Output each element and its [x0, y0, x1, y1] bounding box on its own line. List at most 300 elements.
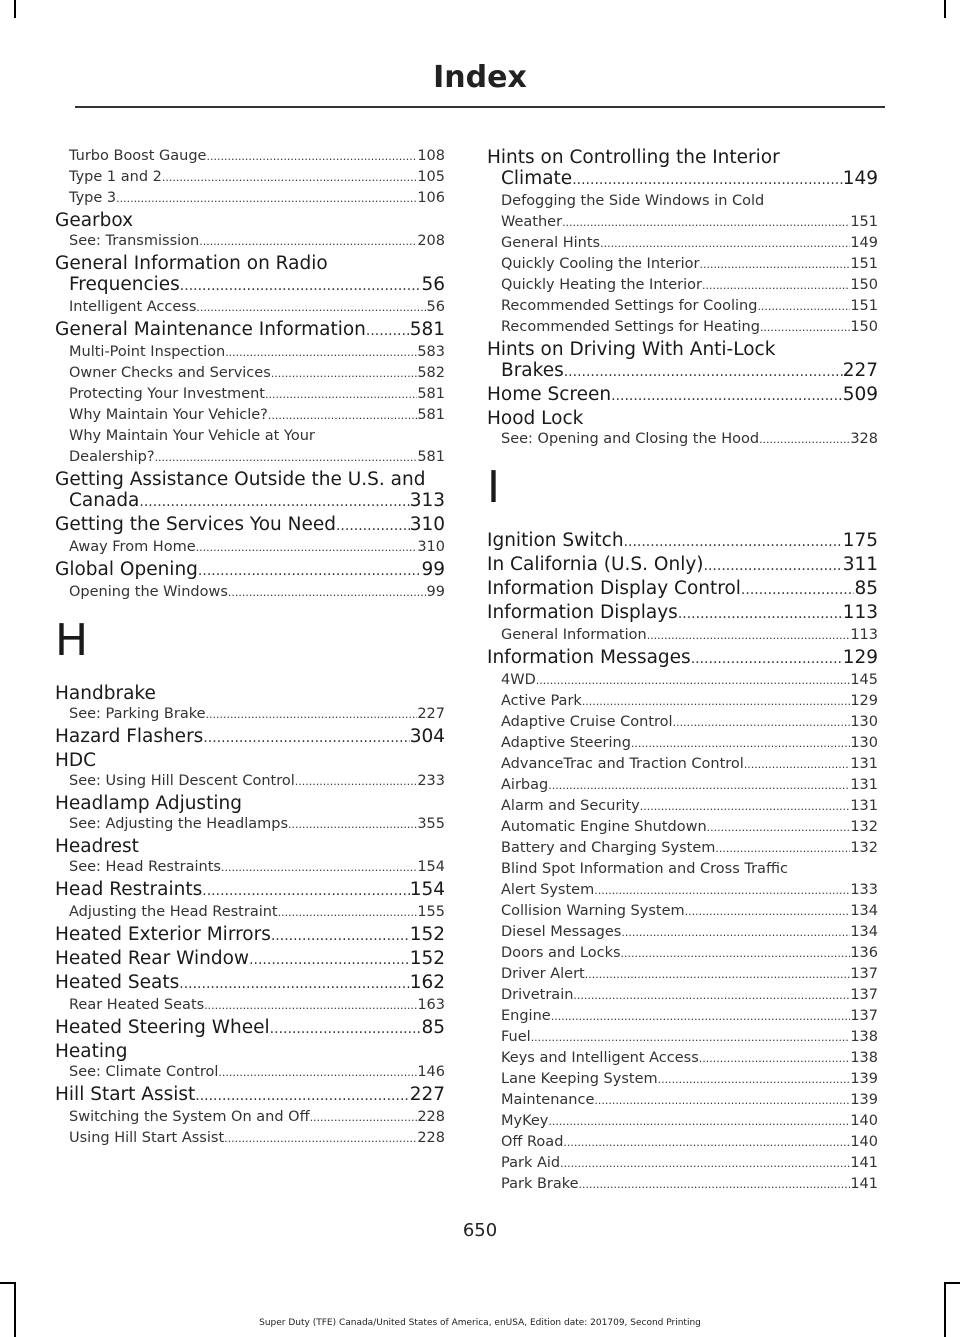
dot-leader	[218, 1062, 417, 1083]
entry-text: Engine	[501, 1008, 551, 1024]
dot-leader	[594, 1090, 850, 1111]
index-subentry[interactable]	[487, 796, 878, 817]
page-reference: 583	[417, 344, 445, 360]
entry-text: Ignition Switch	[487, 530, 624, 551]
crop-mark-top-left	[14, 0, 16, 18]
page-reference: 137	[850, 966, 878, 982]
entry-text: In California (U.S. Only)	[487, 554, 704, 575]
index-entry[interactable]	[55, 319, 445, 342]
page-reference: 152	[409, 924, 445, 945]
entry-text: Type 3	[69, 190, 117, 206]
index-subentry[interactable]	[55, 384, 445, 405]
index-subentry[interactable]	[487, 296, 878, 317]
dot-leader	[180, 276, 422, 297]
entry-text-continued: Weather	[501, 214, 563, 230]
page-reference: 581	[417, 407, 445, 423]
index-entry[interactable]	[487, 147, 878, 191]
crop-mark-bottom-left-h	[0, 1282, 16, 1284]
dot-leader	[196, 297, 426, 318]
entry-text: Battery and Charging System	[501, 840, 716, 856]
index-entry[interactable]	[487, 647, 878, 670]
page-reference: 328	[850, 431, 878, 447]
dot-leader	[139, 492, 409, 513]
index-section-letter: H	[55, 615, 89, 666]
page-reference: 56	[426, 299, 445, 315]
crop-mark-bottom-right-h	[944, 1282, 960, 1284]
index-entry[interactable]	[55, 683, 445, 704]
dot-leader	[288, 814, 417, 835]
dot-leader	[271, 926, 410, 947]
entry-text: Driver Alert	[501, 966, 585, 982]
entry-text: Hill Start Assist	[55, 1084, 196, 1105]
index-subentry[interactable]	[487, 943, 878, 964]
page-reference: 129	[850, 693, 878, 709]
entry-text: Information Displays	[487, 602, 678, 623]
index-subentry[interactable]	[487, 1132, 878, 1153]
entry-text: Keys and Intelligent Access	[501, 1050, 699, 1066]
page-reference: 131	[850, 777, 878, 793]
dot-leader	[162, 167, 417, 188]
index-subentry[interactable]	[55, 363, 445, 384]
entry-text: Type 1 and 2	[69, 169, 162, 185]
dot-leader	[699, 1048, 851, 1069]
page-reference: 151	[850, 298, 878, 314]
dot-leader	[202, 881, 409, 902]
page-reference: 131	[850, 756, 878, 772]
entry-text: Adaptive Steering	[501, 735, 631, 751]
index-entry[interactable]	[55, 210, 445, 231]
index-subentry[interactable]	[487, 1006, 878, 1027]
index-entry[interactable]	[55, 726, 445, 749]
index-entry[interactable]	[55, 836, 445, 857]
dot-leader	[600, 233, 850, 254]
dot-leader	[548, 775, 850, 796]
index-subentry[interactable]	[55, 771, 445, 792]
page-reference: 154	[417, 859, 445, 875]
index-entry[interactable]	[487, 530, 878, 553]
dot-leader	[594, 880, 850, 901]
footer-edition-info: Super Duty (TFE) Canada/United States of America, enUSA, Edition date: 201709, Second Printing	[259, 1318, 701, 1328]
index-subentry[interactable]	[487, 625, 878, 646]
entry-text: Headrest	[55, 836, 139, 857]
entry-text: Multi-Point Inspection	[69, 344, 226, 360]
dot-leader	[199, 231, 417, 252]
dot-leader	[704, 556, 843, 577]
dot-leader	[204, 995, 417, 1016]
dot-leader	[366, 321, 410, 342]
dot-leader	[702, 275, 850, 296]
page-reference: 130	[850, 735, 878, 751]
dot-leader	[624, 532, 843, 553]
entry-text: Maintenance	[501, 1092, 595, 1108]
entry-text: Recommended Settings for Cooling	[501, 298, 758, 314]
entry-text: Blind Spot Information and Cross Traffic	[501, 861, 788, 877]
dot-leader	[225, 342, 417, 363]
index-subentry[interactable]	[55, 857, 445, 878]
index-subentry[interactable]	[55, 814, 445, 835]
entry-text: Getting Assistance Outside the U.S. and	[55, 469, 426, 490]
dot-leader	[760, 317, 850, 338]
index-entry[interactable]	[55, 793, 445, 814]
crop-mark-bottom-right	[944, 1282, 946, 1337]
index-subentry[interactable]	[487, 901, 878, 922]
page-reference: 582	[417, 365, 445, 381]
entry-text: See: Head Restraints	[69, 859, 221, 875]
dot-leader	[685, 901, 851, 922]
page-reference: 310	[417, 539, 445, 555]
page-reference: 146	[417, 1064, 445, 1080]
index-section-letter: I	[487, 462, 500, 513]
entry-text: Defogging the Side Windows in Cold	[501, 193, 765, 209]
page-reference: 138	[850, 1050, 878, 1066]
index-subentry[interactable]	[487, 1069, 878, 1090]
page-reference: 56	[421, 274, 445, 295]
page-reference: 233	[417, 773, 445, 789]
index-subentry[interactable]	[55, 167, 445, 188]
page-reference: 208	[417, 233, 445, 249]
page-reference: 113	[850, 627, 878, 643]
dot-leader	[562, 212, 850, 233]
index-subentry[interactable]	[55, 297, 445, 318]
index-subentry[interactable]	[55, 1128, 445, 1149]
entry-text: Lane Keeping System	[501, 1071, 658, 1087]
page-reference: 130	[850, 714, 878, 730]
dot-leader	[206, 146, 417, 167]
entry-text: See: Climate Control	[69, 1064, 219, 1080]
entry-text: Hood Lock	[487, 408, 584, 429]
dot-leader	[228, 582, 427, 603]
page-reference: 150	[850, 277, 878, 293]
dot-leader	[536, 670, 851, 691]
index-entry[interactable]	[55, 514, 445, 537]
dot-leader	[336, 516, 410, 537]
dot-leader	[295, 771, 418, 792]
page-reference: 155	[417, 904, 445, 920]
page-reference: 581	[417, 386, 445, 402]
page-reference: 140	[850, 1134, 878, 1150]
header-divider	[75, 106, 885, 108]
page-title: Index	[433, 60, 527, 95]
index-subentry[interactable]	[55, 188, 445, 209]
crop-mark-top-right	[944, 0, 946, 18]
entry-text: Heated Rear Window	[55, 948, 250, 969]
entry-text: Park Brake	[501, 1176, 579, 1192]
index-subentry[interactable]	[487, 733, 878, 754]
entry-text: Turbo Boost Gauge	[69, 148, 207, 164]
dot-leader	[678, 604, 843, 625]
entry-text: Automatic Engine Shutdown	[501, 819, 707, 835]
index-subentry[interactable]	[487, 838, 878, 859]
index-entry[interactable]	[55, 924, 445, 947]
entry-text: Owner Checks and Services	[69, 365, 271, 381]
entry-text: Adaptive Cruise Control	[501, 714, 673, 730]
page-reference: 105	[417, 169, 445, 185]
entry-text: Alarm and Security	[501, 798, 640, 814]
page-reference: 355	[417, 816, 445, 832]
entry-text: 4WD	[501, 672, 536, 688]
index-entry[interactable]	[55, 1017, 445, 1040]
page-reference: 131	[850, 798, 878, 814]
dot-leader	[699, 254, 850, 275]
index-subentry[interactable]	[487, 859, 878, 901]
entry-text: See: Opening and Closing the Hood	[501, 431, 760, 447]
entry-text: Handbrake	[55, 683, 156, 704]
dot-leader	[551, 1006, 851, 1027]
page-reference: 99	[421, 559, 445, 580]
dot-leader	[621, 943, 851, 964]
index-subentry[interactable]	[487, 754, 878, 775]
dot-leader	[221, 857, 417, 878]
entry-text: Off Road	[501, 1134, 564, 1150]
page-reference: 227	[417, 706, 445, 722]
entry-text: General Information on Radio	[55, 253, 328, 274]
entry-text: Away From Home	[69, 539, 196, 555]
page-reference: 311	[842, 554, 878, 575]
dot-leader	[278, 902, 418, 923]
index-entry[interactable]	[487, 384, 878, 407]
index-subentry[interactable]	[487, 275, 878, 296]
entry-text: Hints on Controlling the Interior	[487, 147, 780, 168]
dot-leader	[179, 974, 409, 995]
dot-leader	[196, 537, 418, 558]
entry-text: Park Aid	[501, 1155, 561, 1171]
index-subentry[interactable]	[55, 405, 445, 426]
index-entry[interactable]	[55, 972, 445, 995]
page-reference: 138	[850, 1029, 878, 1045]
index-subentry[interactable]	[487, 922, 878, 943]
page-number: 650	[462, 1220, 498, 1241]
index-subentry[interactable]	[487, 775, 878, 796]
page-reference: 304	[409, 726, 445, 747]
dot-leader	[621, 922, 850, 943]
index-entry[interactable]	[55, 948, 445, 971]
entry-text: Getting the Services You Need	[55, 514, 336, 535]
entry-text: Information Messages	[487, 647, 691, 668]
page-reference: 99	[426, 584, 445, 600]
entry-text: AdvanceTrac and Traction Control	[501, 756, 744, 772]
page-reference: 162	[409, 972, 445, 993]
dot-leader	[631, 733, 850, 754]
index-subentry[interactable]	[487, 1027, 878, 1048]
page-reference: 129	[842, 647, 878, 668]
entry-text: Adjusting the Head Restraint	[69, 904, 278, 920]
dot-leader	[741, 580, 855, 601]
entry-text-continued: Dealership?	[69, 449, 155, 465]
entry-text: Fuel	[501, 1029, 531, 1045]
dot-leader	[611, 386, 843, 407]
entry-text: Protecting Your Investment	[69, 386, 265, 402]
entry-text: Global Opening	[55, 559, 198, 580]
index-subentry[interactable]	[487, 233, 878, 254]
index-entry[interactable]	[487, 554, 878, 577]
dot-leader	[563, 1132, 850, 1153]
page-reference: 136	[850, 945, 878, 961]
dot-leader	[198, 561, 422, 582]
dot-leader	[707, 817, 851, 838]
dot-leader	[572, 170, 842, 191]
entry-text: Hazard Flashers	[55, 726, 204, 747]
dot-leader	[560, 1153, 850, 1174]
entry-text: Switching the System On and Off	[69, 1109, 310, 1125]
entry-text: Diesel Messages	[501, 924, 622, 940]
page-reference: 85	[854, 578, 878, 599]
index-entry[interactable]	[487, 578, 878, 601]
dot-leader	[579, 1174, 851, 1195]
entry-text: See: Parking Brake	[69, 706, 206, 722]
page-reference: 227	[842, 360, 878, 381]
dot-leader	[203, 728, 409, 749]
entry-text: Rear Heated Seats	[69, 997, 205, 1013]
index-subentry[interactable]	[487, 254, 878, 275]
page-reference: 151	[850, 256, 878, 272]
index-subentry[interactable]	[55, 1062, 445, 1083]
entry-text: Head Restraints	[55, 879, 203, 900]
page-reference: 152	[409, 948, 445, 969]
index-entry[interactable]	[55, 1041, 445, 1062]
dot-leader	[224, 1128, 417, 1149]
page-reference: 313	[409, 490, 445, 511]
entry-text: HDC	[55, 750, 97, 771]
index-column-left	[55, 146, 445, 1149]
index-subentry[interactable]	[487, 670, 878, 691]
index-subentry[interactable]	[487, 1153, 878, 1174]
dot-leader	[116, 188, 417, 209]
page-reference: 145	[850, 672, 878, 688]
dot-leader	[268, 405, 417, 426]
entry-text: Heated Seats	[55, 972, 180, 993]
entry-text-continued: Canada	[69, 490, 140, 511]
page-reference: 228	[417, 1109, 445, 1125]
index-subentry[interactable]	[487, 191, 878, 233]
entry-text: Airbag	[501, 777, 549, 793]
dot-leader	[531, 1027, 851, 1048]
dot-leader	[270, 1019, 422, 1040]
index-subentry[interactable]	[487, 1174, 878, 1195]
dot-leader	[673, 712, 851, 733]
index-entry[interactable]	[487, 602, 878, 625]
index-subentry[interactable]	[55, 146, 445, 167]
page-reference: 132	[850, 819, 878, 835]
page-reference: 581	[417, 449, 445, 465]
dot-leader	[585, 964, 851, 985]
entry-text-continued: Brakes	[501, 360, 564, 381]
entry-text: Why Maintain Your Vehicle at Your	[69, 428, 315, 444]
entry-text: Heated Exterior Mirrors	[55, 924, 271, 945]
entry-text: Intelligent Access	[69, 299, 197, 315]
index-subentry[interactable]	[55, 537, 445, 558]
index-subentry[interactable]	[55, 1107, 445, 1128]
index-entry[interactable]	[487, 408, 878, 429]
entry-text-continued: Alert System	[501, 882, 595, 898]
index-subentry[interactable]	[55, 231, 445, 252]
dot-leader	[647, 625, 851, 646]
page-reference: 134	[850, 924, 878, 940]
index-subentry[interactable]	[487, 1111, 878, 1132]
index-subentry[interactable]	[487, 817, 878, 838]
page-reference: 139	[850, 1092, 878, 1108]
dot-leader	[715, 838, 850, 859]
index-entry[interactable]	[487, 339, 878, 383]
index-subentry[interactable]	[55, 342, 445, 363]
entry-text: Collision Warning System	[501, 903, 685, 919]
dot-leader	[640, 796, 851, 817]
index-subentry[interactable]	[55, 704, 445, 725]
dot-leader	[265, 384, 417, 405]
index-column-right	[487, 146, 878, 1195]
entry-text: General Hints	[501, 235, 601, 251]
page-reference: 140	[850, 1113, 878, 1129]
page-reference: 149	[842, 168, 878, 189]
dot-leader	[759, 429, 850, 450]
dot-leader	[582, 691, 851, 712]
entry-text: Headlamp Adjusting	[55, 793, 242, 814]
entry-text: Why Maintain Your Vehicle?	[69, 407, 268, 423]
page-reference: 139	[850, 1071, 878, 1087]
entry-text: Quickly Cooling the Interior	[501, 256, 700, 272]
entry-text: Opening the Windows	[69, 584, 228, 600]
entry-text: Drivetrain	[501, 987, 574, 1003]
index-entry[interactable]	[55, 1084, 445, 1107]
index-subentry[interactable]	[55, 995, 445, 1016]
dot-leader	[206, 704, 418, 725]
dot-leader	[573, 985, 850, 1006]
index-subentry[interactable]	[55, 426, 445, 468]
index-subentry[interactable]	[55, 902, 445, 923]
page-reference: 175	[842, 530, 878, 551]
entry-text: Active Park	[501, 693, 582, 709]
index-subentry[interactable]	[487, 429, 878, 450]
dot-leader	[757, 296, 850, 317]
index-subentry[interactable]	[487, 712, 878, 733]
index-entry[interactable]	[55, 879, 445, 902]
entry-text-continued: Frequencies	[69, 274, 180, 295]
page-reference: 133	[850, 882, 878, 898]
index-entry[interactable]	[55, 559, 445, 582]
dot-leader	[310, 1107, 418, 1128]
index-subentry[interactable]	[487, 1048, 878, 1069]
entry-text: MyKey	[501, 1113, 549, 1129]
page-reference: 310	[409, 514, 445, 535]
index-subentry[interactable]	[55, 582, 445, 603]
page-reference: 113	[842, 602, 878, 623]
dot-leader	[658, 1069, 851, 1090]
entry-text-continued: Climate	[501, 168, 573, 189]
dot-leader	[744, 754, 851, 775]
entry-text: Using Hill Start Assist	[69, 1130, 225, 1146]
index-entry[interactable]	[55, 253, 445, 297]
index-subentry[interactable]	[487, 985, 878, 1006]
page-reference: 154	[409, 879, 445, 900]
entry-text: General Maintenance Information	[55, 319, 366, 340]
index-subentry[interactable]	[487, 691, 878, 712]
page-reference: 149	[850, 235, 878, 251]
index-subentry[interactable]	[487, 964, 878, 985]
entry-text: Recommended Settings for Heating	[501, 319, 760, 335]
entry-text: General Information	[501, 627, 647, 643]
page-reference: 151	[850, 214, 878, 230]
index-entry[interactable]	[55, 469, 445, 513]
page-reference: 137	[850, 987, 878, 1003]
page-reference: 581	[409, 319, 445, 340]
entry-text: Hints on Driving With Anti-Lock	[487, 339, 776, 360]
page-reference: 228	[417, 1130, 445, 1146]
entry-text: Gearbox	[55, 210, 134, 231]
index-subentry[interactable]	[487, 1090, 878, 1111]
index-entry[interactable]	[55, 750, 445, 771]
page-reference: 137	[850, 1008, 878, 1024]
crop-mark-bottom-left	[14, 1282, 16, 1337]
index-subentry[interactable]	[487, 317, 878, 338]
